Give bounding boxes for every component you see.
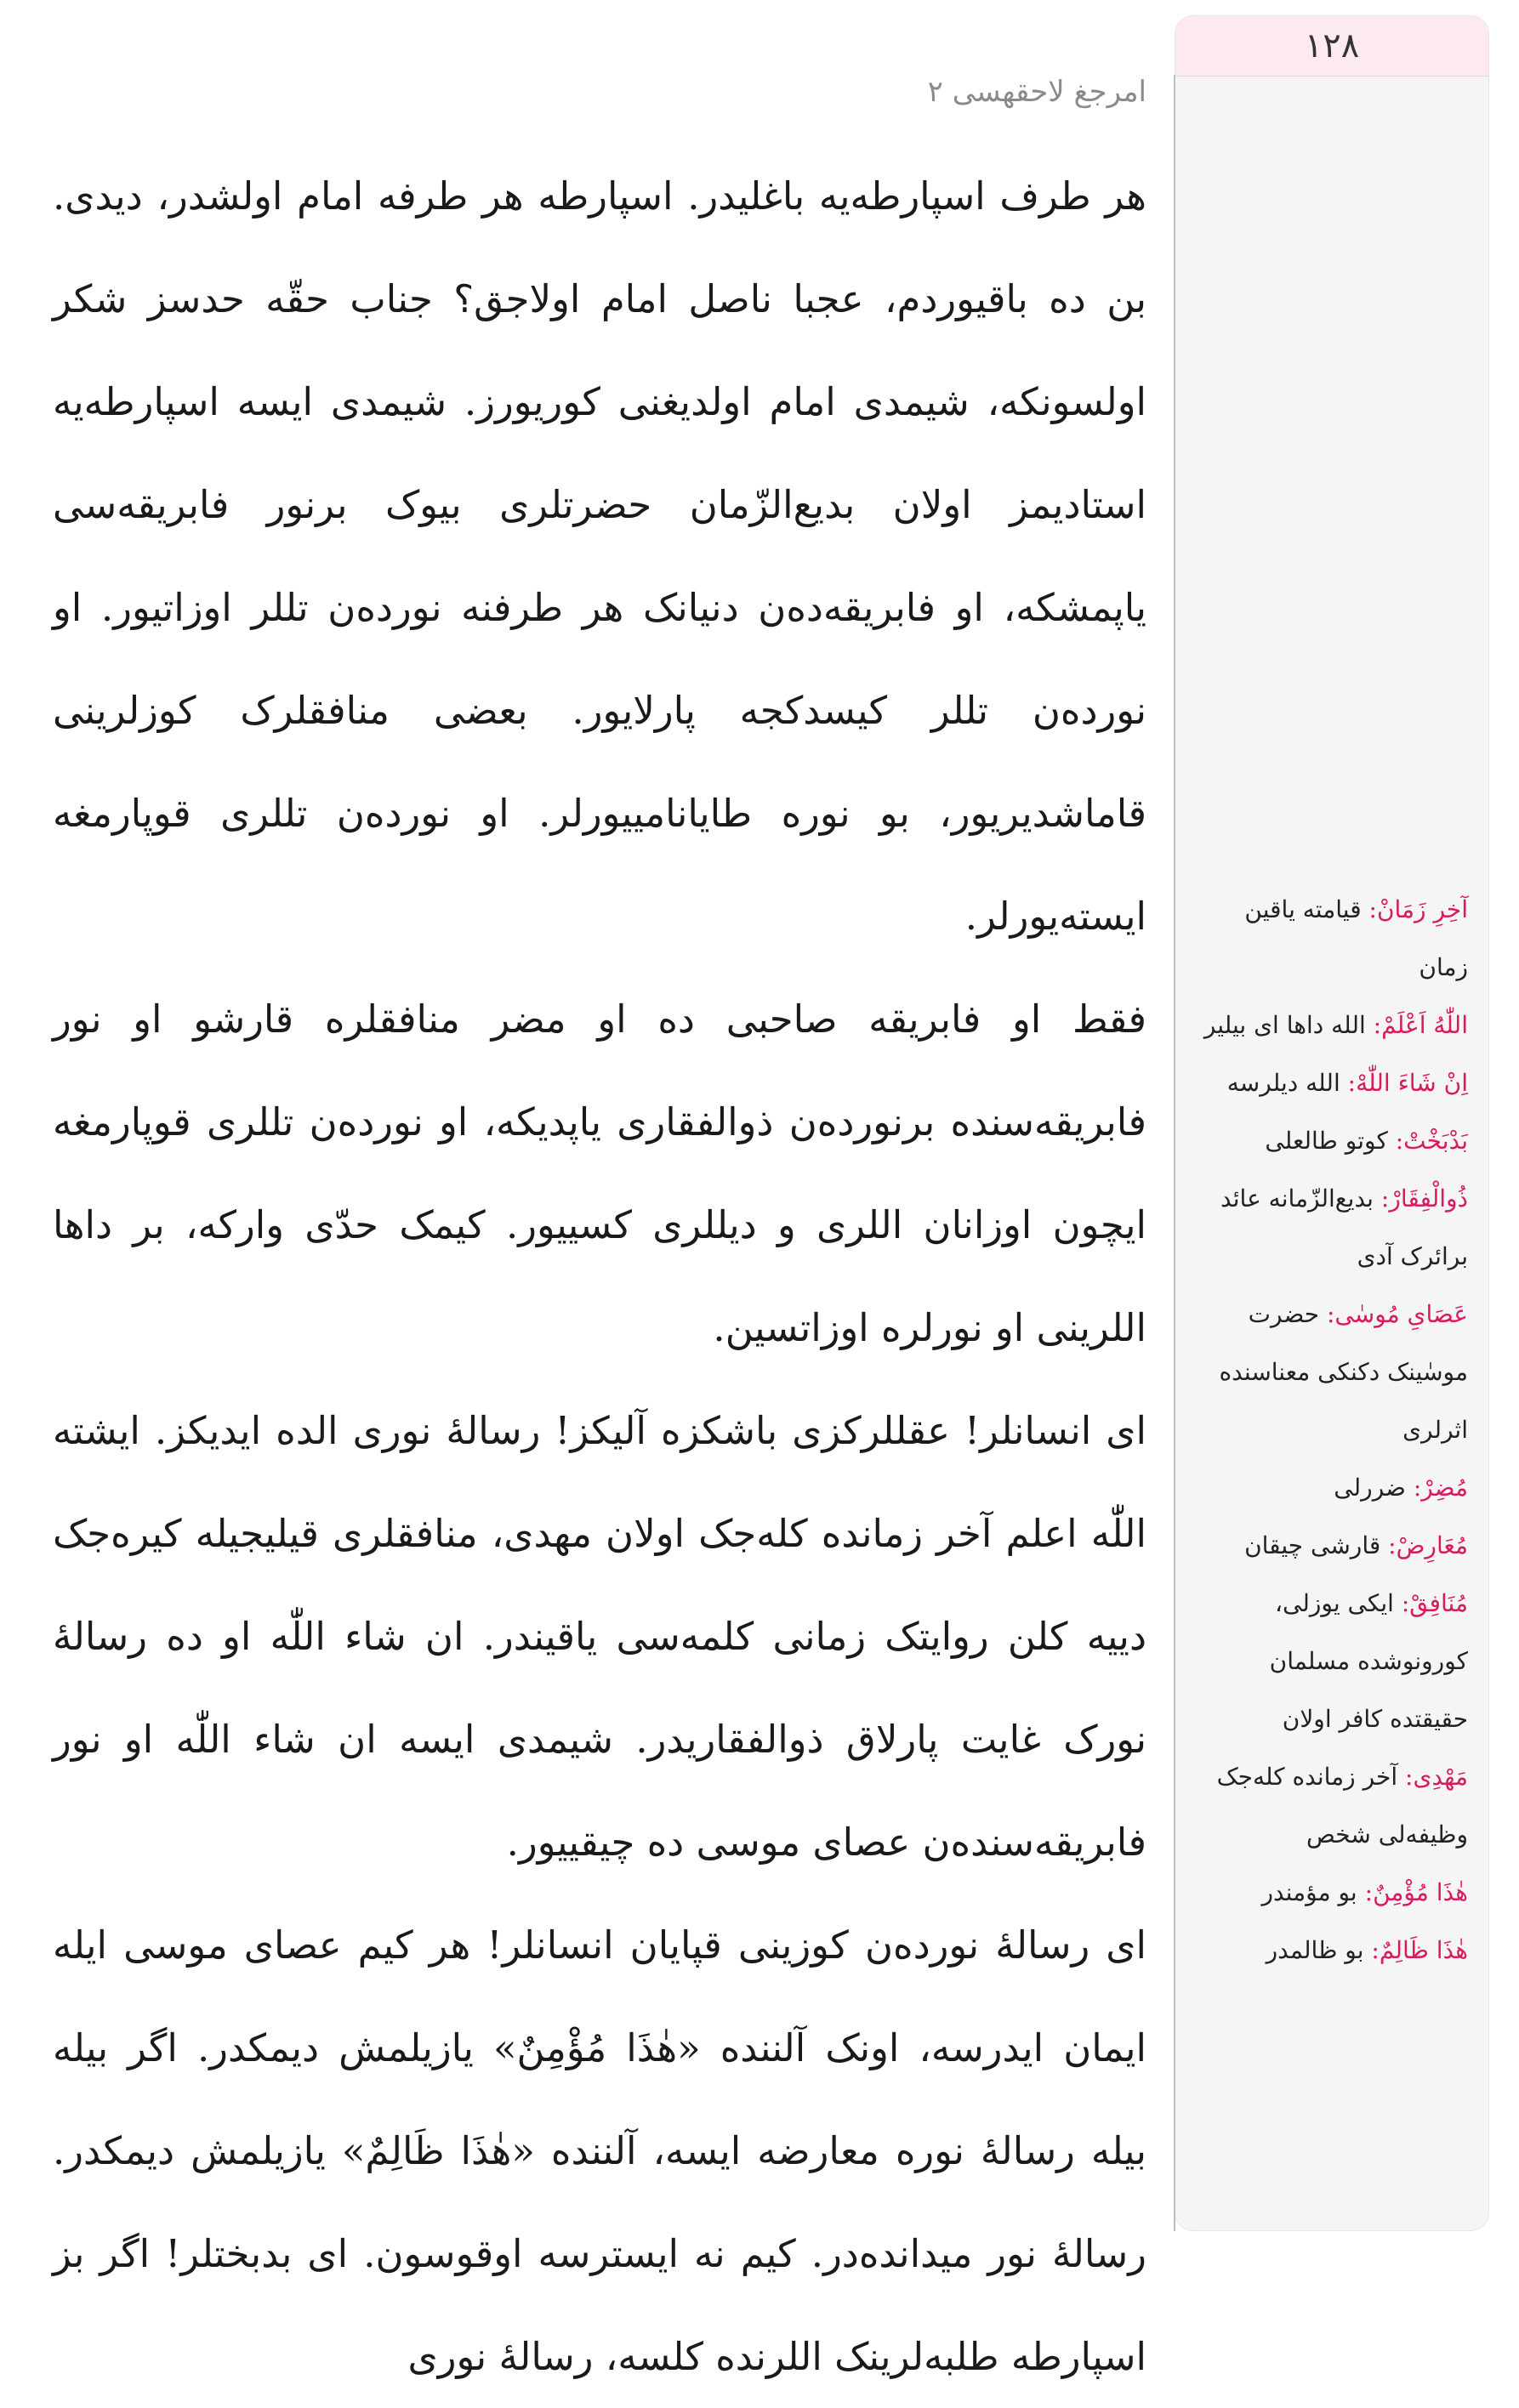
glossary-term: آخِرِ زَمَانْ (1376, 895, 1468, 923)
glossary-entry: بَدْبَخْتْ: کوتو طالعلی (1265, 1127, 1468, 1155)
glossary-entry: مُنَافِقْ: ایکی یوزلی، کورونوشده مسلمان حقیقتده کافر اولان (1269, 1589, 1468, 1733)
glossary-term: هٰذَا ظَالِمٌ (1379, 1936, 1468, 1964)
glossary-term: مَهْدِی (1413, 1763, 1468, 1791)
glossary-entry: اِنْ شَاءَ اللّٰهْ: الله دیلرسه (1226, 1069, 1468, 1097)
page-header: امرجغ لاحقهسی ۲ (927, 75, 1146, 109)
glossary-term: عَصَایِ مُوسٰی (1334, 1300, 1468, 1328)
glossary-definition: قیامته یاقین زمان (1244, 895, 1468, 981)
glossary-entry: هٰذَا ظَالِمٌ: بو ظالمدر (1266, 1936, 1468, 1964)
column-divider (1174, 75, 1175, 2231)
glossary-entry: مُعَارِضْ: قارشی چیقان (1244, 1531, 1468, 1559)
glossary-term: اِنْ شَاءَ اللّٰهْ (1356, 1069, 1468, 1097)
glossary-definition: آخر زمانده کله‌جک وظیفه‌لی شخص (1216, 1763, 1468, 1849)
glossary-entry: مُضِرْ: ضررلی (1334, 1474, 1468, 1502)
glossary-term: مُعَارِضْ (1396, 1531, 1468, 1559)
glossary-definition: الله داها ای بیلیر (1203, 1011, 1366, 1039)
glossary-definition: الله دیلرسه (1226, 1069, 1340, 1097)
glossary-entry: اللّٰهُ اَعْلَمْ: الله داها ای بیلیر (1203, 1011, 1468, 1039)
glossary-entry: آخِرِ زَمَانْ: قیامته یاقین زمان (1244, 895, 1468, 981)
paragraph: فقط او فابریقه صاحبی ده او مضر منافقلره قارشو او نور فابریقه‌سنده برنورده‌ن ذوالفقاری یاپدیکه، او نورده‌ن تللری قوپارمغه ایچون اوزانان اللری و دیللری کسییور. کیمک حدّی وارکه، بر داها اللرینی او نورلره اوزاتسین. (53, 997, 1146, 1350)
paragraph: ای انسانلر! عقللرکزی باشکزه آلیکز! رساله‌ٔ نوری الده ایدیکز. ایشته اللّٰه اعلم آخر زمانده کله‌جک اولان مهدی، منافقلری قیلیجیله کیره‌جک دییه کلن روایتک زمانی کلمه‌سی یاقیندر. ان شاء اللّٰه او ده رساله‌ٔ نورک غایت پارلاق ذوالفقاریدر. شیمدی ایسه ان شاء اللّٰه او نور فابریقه‌سنده‌ن عصای موسی ده چیقییور. (53, 1408, 1146, 1865)
paragraph: هر طرف اسپارطه‌یه باغلیدر. اسپارطه هر طرفه امام اولشدر، دیدی. بن ده باقیوردم، عجبا ناصل امام اولاجق؟ جناب حقّه حدسز شکر اولسونکه، شیمدی امام اولدیغنی کوریورز. شیمدی ایسه اسپارطه‌یه استادیمز اولان بدیع‌الزّمان حضرتلری بیوک برنور فابریقه‌سی یاپمشکه، او فابریقه‌ده‌ن دنیانک هر طرفنه نورده‌ن تللر اوزاتیور. او نورده‌ن تللر کیسدکجه پارلایور. بعضی منافقلرک کوزلرینی قاماشدیریور، بو نوره طایانامییورلر. او نورده‌ن تللری قوپارمغه ایسته‌یورلر. (53, 173, 1146, 939)
glossary-definition: ضررلی (1334, 1474, 1406, 1502)
glossary-definition: بدیع‌الزّمانه عائد برائرک آدی (1220, 1184, 1468, 1270)
glossary-term: اللّٰهُ اَعْلَمْ (1381, 1011, 1468, 1039)
main-text (53, 145, 1146, 2408)
paragraph: ای رساله‌ٔ نورده‌ن کوزینی قپایان انسانلر! هر کیم عصای موسی ایله ایمان ایدرسه، اونک آلننده «هٰذَا مُؤْمِنٌ» یازیلمش دیمکدر. اگر بیله بیله رساله‌ٔ نوره معارضه ایسه، آلننده «هٰذَا ظَالِمٌ» یازیلمش دیمکدر. رساله‌ٔ نور میدانده‌در. کیم نه ایسترسه اوقوسون. ای بدبختلر! اگر بز اسپارطه طلبه‌لرینک اللرنده کلسه، رساله‌ٔ نوری (53, 1922, 1146, 2379)
glossary-definition: ایکی یوزلی، کورونوشده مسلمان حقیقتده کافر اولان (1269, 1589, 1468, 1733)
glossary-term: مُضِرْ (1421, 1474, 1468, 1502)
glossary-definition: قارشی چیقان (1244, 1531, 1381, 1559)
glossary-term: مُنَافِقْ (1409, 1589, 1468, 1617)
glossary-entry: هٰذَا مُؤْمِنٌ: بو مؤمندر (1261, 1878, 1468, 1906)
glossary-term: بَدْبَخْتْ (1403, 1127, 1468, 1155)
glossary-term: هٰذَا مُؤْمِنٌ (1373, 1878, 1468, 1906)
glossary-entry: مَهْدِی: آخر زمانده کله‌جک وظیفه‌لی شخص (1216, 1763, 1468, 1849)
glossary-entry: عَصَایِ مُوسٰی: حضرت موسٰینک دکنکی معناسنده اثرلری (1219, 1300, 1468, 1444)
glossary-definition: بو مؤمندر (1261, 1878, 1357, 1906)
page-number: ۱۲۸ (1175, 16, 1488, 77)
glossary-definition: کوتو طالعلی (1265, 1127, 1388, 1155)
glossary-term: ذُوالْفِقَارْ (1389, 1184, 1468, 1213)
glossary (1196, 881, 1468, 1979)
glossary-entry: ذُوالْفِقَارْ: بدیع‌الزّمانه عائد برائرک آدی (1220, 1184, 1468, 1270)
glossary-definition: حضرت موسٰینک دکنکی معناسنده اثرلری (1219, 1300, 1468, 1444)
glossary-definition: بو ظالمدر (1266, 1936, 1364, 1964)
